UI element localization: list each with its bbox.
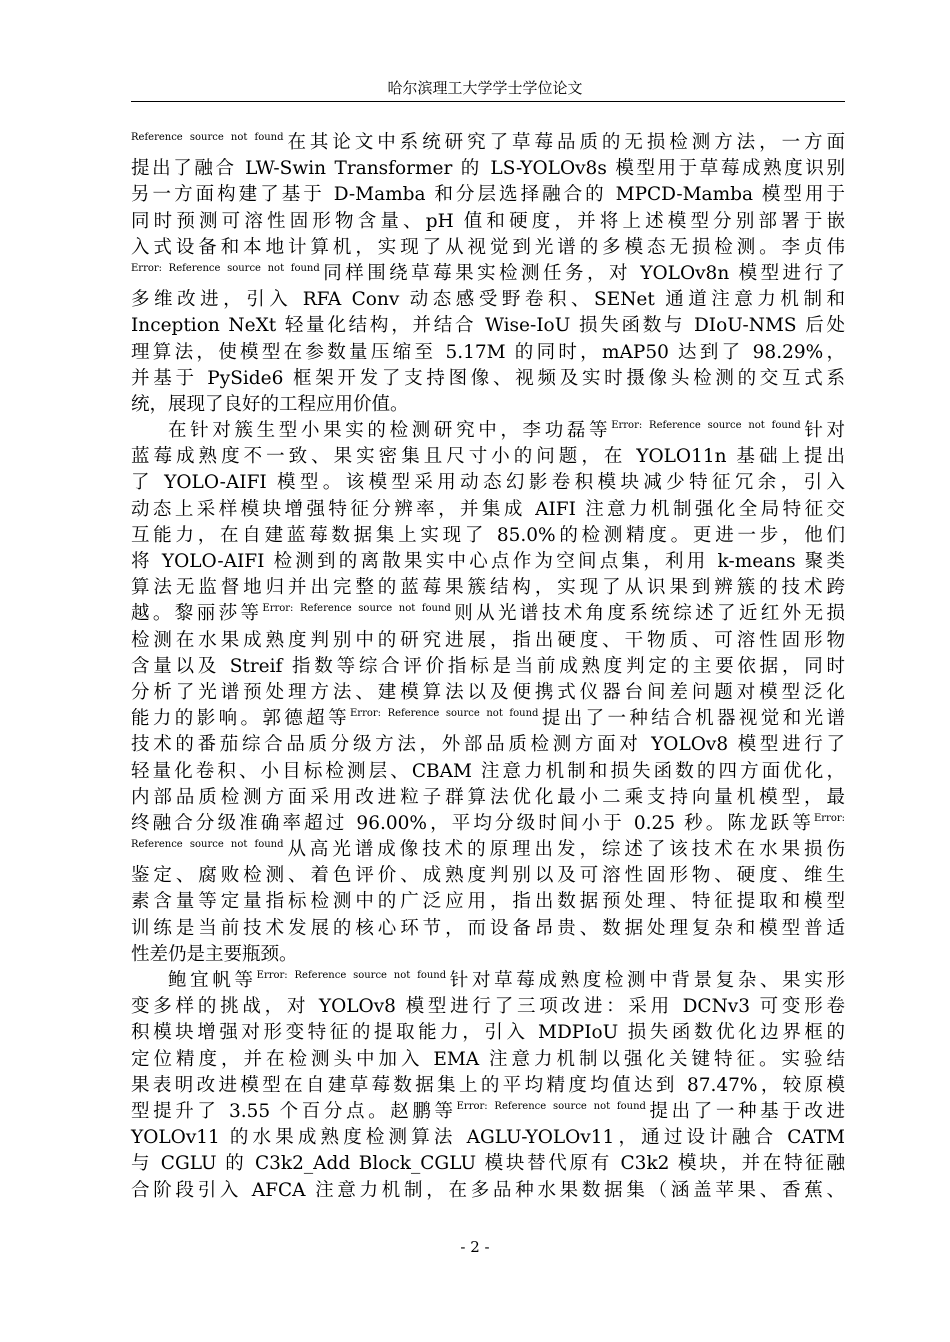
text-line — [131, 654, 845, 680]
text-line — [131, 759, 845, 785]
text-segment: 互能力，在自建蓝莓数据集上实现了 85.0%的检测精度。更进一步，他们 — [131, 524, 845, 546]
text-segment: 提出了一种结合机器视觉和光谱 — [538, 708, 845, 730]
text-line — [131, 994, 845, 1020]
text-segment: YOLOv11 的水果成熟度检测算法 AGLU-YOLOv11，通过设计融合 CATM — [131, 1127, 845, 1149]
text-segment: 型提升了 3.55 个百分点。赵鹏等 — [131, 1100, 457, 1122]
text-segment: 另一方面构建了基于 D-Mamba 和分层选择融合的 MPCD-Mamba 模型用于 — [131, 184, 845, 206]
text-segment: 终融合分级准确率超过 96.00%，平均分级时间小于 0.25 秒。陈龙跃等 — [131, 812, 814, 834]
text-line — [131, 235, 845, 261]
text-line — [131, 837, 845, 863]
text-line — [131, 811, 845, 837]
body-text — [131, 130, 845, 1204]
text-line — [131, 444, 845, 470]
text-line — [131, 366, 845, 392]
text-segment: 技术的番茄综合品质分级方法，外部品质检测方面对 YOLOv8 模型进行了 — [131, 734, 845, 756]
text-line — [131, 549, 845, 575]
reference-error-marker: Error: Reference source not found — [131, 262, 320, 274]
text-segment: 同样围绕草莓果实检测任务，对 YOLOv8n 模型进行了 — [319, 262, 846, 284]
text-line — [131, 1020, 845, 1046]
text-segment: 蓝莓成熟度不一致、果实密集且尺寸小的问题，在 YOLO11n 基础上提出 — [131, 446, 845, 468]
text-segment: 从高光谱成像技术的原理出发，综述了该技术在水果损伤 — [283, 839, 845, 861]
text-segment: 多维改进，引入 RFA Conv 动态感受野卷积、SENet 通道注意力机制和 — [131, 289, 845, 311]
text-segment: 针对草莓成熟度检测中背景复杂、果实形 — [446, 970, 845, 991]
text-line — [131, 889, 845, 915]
text-line — [131, 261, 845, 287]
text-line — [131, 523, 845, 549]
text-line — [131, 418, 845, 444]
text-line — [131, 497, 845, 523]
text-segment: 统，展现了良好的工程应用价值。 — [131, 393, 409, 415]
reference-error-marker: Error: Reference source not found — [611, 420, 801, 432]
text-line — [131, 575, 845, 601]
running-header: 哈尔滨理工大学学士学位论文 — [387, 79, 583, 97]
text-segment: 越。黎丽莎等 — [131, 603, 263, 625]
text-line — [131, 156, 845, 182]
text-segment: 了 YOLO-AIFI 模型。该模型采用动态幻影卷积模块减少特征冗余，引入 — [131, 472, 845, 494]
text-segment: 算法无监督地归并出完整的蓝莓果簇结构，实现了从识果到辨簇的技术跨 — [131, 577, 845, 599]
text-line — [131, 706, 845, 732]
text-segment: 检测在水果成熟度判别中的研究进展，指出硬度、干物质、可溶性固形物 — [131, 629, 845, 651]
reference-error-marker: Error: — [813, 812, 845, 824]
text-line — [131, 287, 845, 313]
text-line — [131, 1099, 845, 1125]
text-segment: 鉴定、腐败检测、着色评价、成熟度判别以及可溶性固形物、硬度、维生 — [131, 865, 845, 887]
text-line — [131, 916, 845, 942]
header-rule — [131, 101, 845, 102]
text-segment: 提出了一种基于改进 — [645, 1100, 845, 1122]
text-line — [131, 1151, 845, 1177]
text-line — [131, 1178, 845, 1204]
text-segment: 则从光谱技术角度系统综述了近红外无损 — [450, 603, 845, 625]
text-segment: 性差仍是主要瓶颈。 — [131, 943, 298, 965]
text-line — [131, 1047, 845, 1073]
text-segment: 能力的影响。郭德超等 — [131, 708, 350, 730]
text-segment: 鲍宜帆等 — [168, 970, 257, 991]
text-segment: 定位精度，并在检测头中加入 EMA 注意力机制以强化关键特征。实验结 — [131, 1048, 845, 1070]
text-line — [131, 1125, 845, 1151]
text-segment: Inception NeXt 轻量化结构，并结合 Wise-IoU 损失函数与 DIoU-NMS 后处 — [131, 315, 845, 337]
text-segment: 在针对簇生型小果实的检测研究中，李功磊等 — [168, 420, 612, 442]
text-segment: 轻量化卷积、小目标检测层、CBAM 注意力机制和损失函数的四方面优化， — [131, 760, 845, 782]
text-segment: 分析了光谱预处理方法、建模算法以及便携式仪器台间差问题对模型泛化 — [131, 681, 845, 703]
text-segment: 在其论文中系统研究了草莓品质的无损检测方法，一方面 — [283, 132, 845, 153]
text-line — [131, 968, 845, 994]
reference-error-marker: Reference source not found — [131, 132, 284, 143]
reference-error-marker: Error: Reference source not found — [256, 970, 447, 981]
text-segment: 素含量等定量指标检测中的广泛应用，指出数据预处理、特征提取和模型 — [131, 891, 845, 913]
text-segment: 入式设备和本地计算机，实现了从视觉到光谱的多模态无损检测。李贞伟 — [131, 236, 845, 258]
reference-error-marker: Error: Reference source not found — [349, 708, 539, 720]
text-segment: 与 CGLU 的 C3k2_Add Block_CGLU 模块替代原有 C3k2 模块，并在特征融 — [131, 1153, 845, 1175]
text-line — [131, 340, 845, 366]
text-segment: 内部品质检测方面采用改进粒子群算法优化最小二乘支持向量机模型，最 — [131, 786, 845, 808]
text-line — [131, 182, 845, 208]
text-segment: 将 YOLO-AIFI 检测到的离散果实中心点作为空间点集，利用 k-means 聚类 — [131, 551, 845, 572]
text-line — [131, 732, 845, 758]
text-segment: 合阶段引入 AFCA 注意力机制，在多品种水果数据集（涵盖苹果、香蕉、 — [131, 1179, 845, 1201]
text-line — [131, 601, 845, 627]
text-line — [131, 209, 845, 235]
text-line — [131, 130, 845, 156]
text-line — [131, 392, 845, 418]
text-line — [131, 470, 845, 496]
page-number: - 2 - — [460, 1238, 490, 1256]
text-segment: 含量以及 Streif 指数等综合评价指标是当前成熟度判定的主要依据，同时 — [131, 655, 845, 677]
text-segment: 积模块增强对形变特征的提取能力，引入 MDPIoU 损失函数优化边界框的 — [131, 1022, 845, 1044]
text-segment: 针对 — [800, 420, 845, 442]
text-segment: 理算法，使模型在参数量压缩至 5.17M 的同时，mAP50 达到了 98.29%， — [131, 341, 845, 363]
text-line — [131, 942, 845, 968]
text-segment: 动态上采样模块增强特征分辨率，并集成 AIFI 注意力机制强化全局特征交 — [131, 498, 845, 520]
reference-error-marker: Error: Reference source not found — [456, 1100, 646, 1112]
reference-error-marker: Error: Reference source not found — [262, 603, 451, 615]
text-line — [131, 628, 845, 654]
reference-error-marker: Reference source not found — [131, 839, 284, 851]
text-segment: 同时预测可溶性固形物含量、pH 值和硬度，并将上述模型分别部署于嵌 — [131, 210, 845, 232]
text-segment: 果表明改进模型在自建草莓数据集上的平均精度均值达到 87.47%，较原模 — [131, 1074, 845, 1096]
text-line — [131, 680, 845, 706]
text-segment: 提出了融合 LW-Swin Transformer 的 LS-YOLOv8s 模型用于草莓成熟度识别 — [131, 158, 845, 180]
text-segment: 训练是当前技术发展的核心环节，而设备昂贵、数据处理复杂和模型普适 — [131, 917, 845, 939]
text-line — [131, 1073, 845, 1099]
text-segment: 变多样的挑战，对 YOLOv8 模型进行了三项改进：采用 DCNv3 可变形卷 — [131, 996, 845, 1018]
text-segment: 并基于 PySide6 框架开发了支持图像、视频及实时摄像头检测的交互式系 — [131, 367, 845, 389]
text-line — [131, 785, 845, 811]
text-line — [131, 313, 845, 339]
text-line — [131, 863, 845, 889]
